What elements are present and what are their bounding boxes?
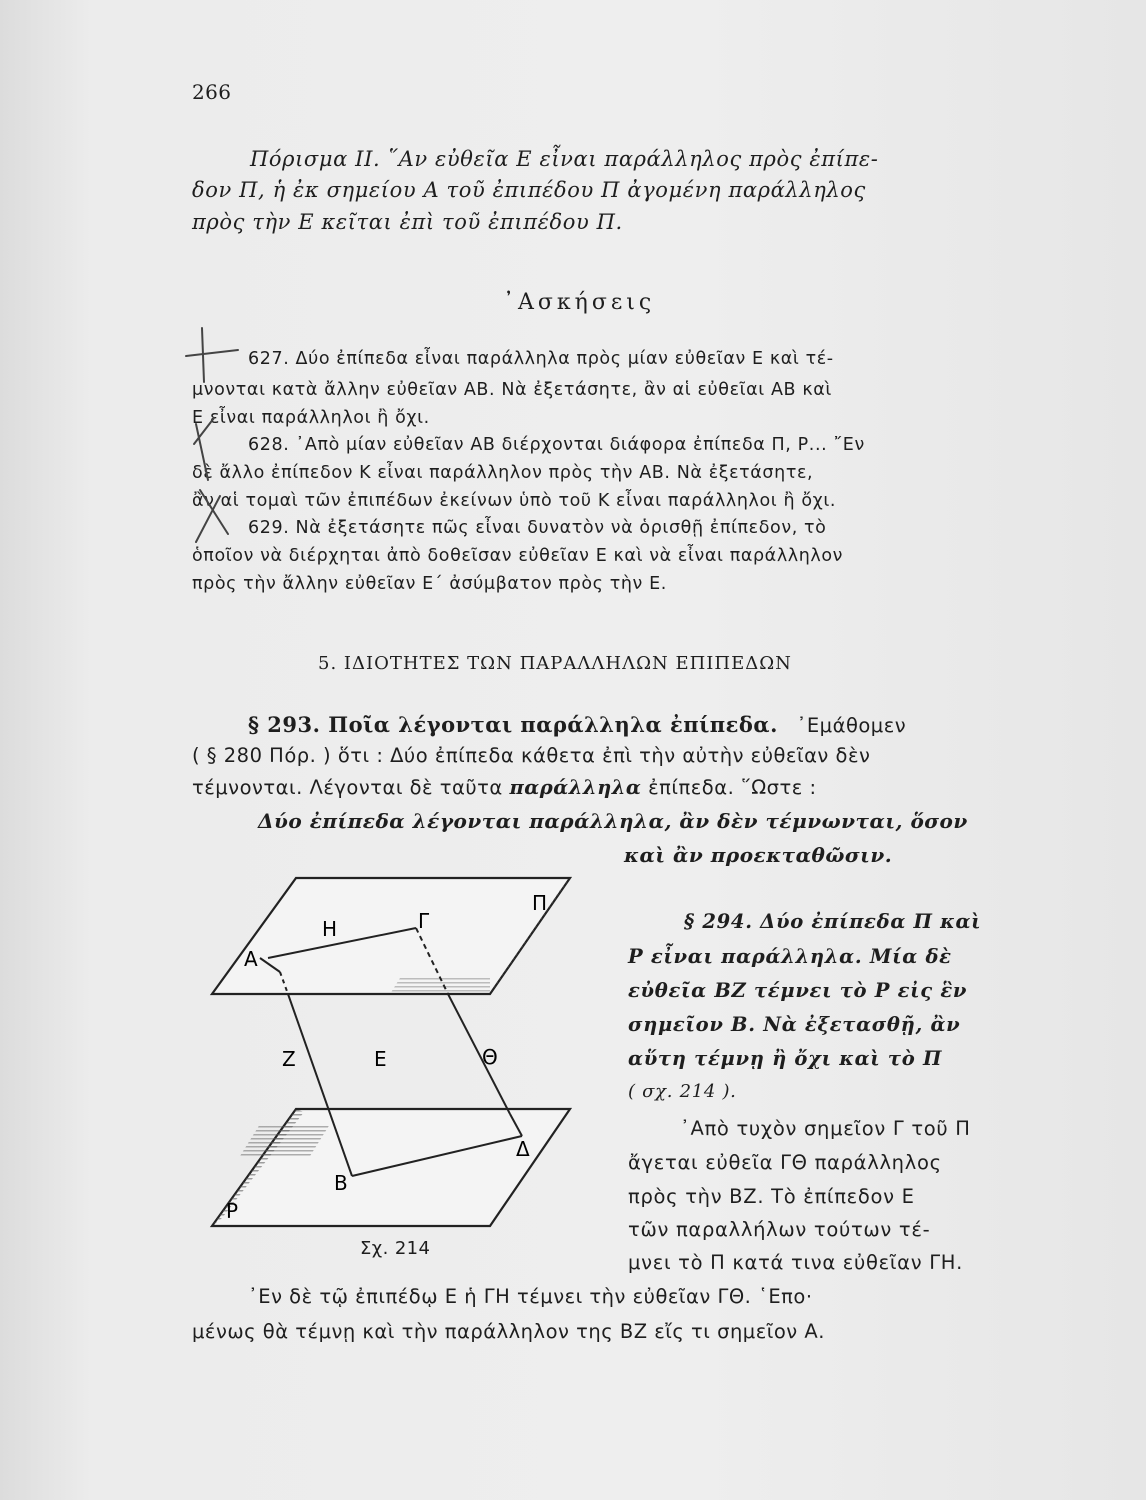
exercise-628-line-1: 628. ᾿Απὸ μίαν εὐθεῖαν ΑΒ διέρχονται διάφορα ἐπίπεδα Π, Ρ... ῎Εν xyxy=(248,435,865,455)
label-eta: Η xyxy=(322,917,338,941)
paragraph-294-line-1: § 294. Δύο ἐπίπεδα Π καὶ xyxy=(684,910,982,933)
figure-caption: Σχ. 214 xyxy=(360,1238,431,1259)
paragraph-294-line-6: ( σχ. 214 ). xyxy=(628,1081,737,1102)
plane-pi xyxy=(212,878,570,994)
handwritten-marks xyxy=(180,320,260,560)
paragraph-293-heading: § 293. Ποῖα λέγονται παράλληλα ἐπίπεδα. xyxy=(248,712,778,737)
figure-214 xyxy=(200,866,590,1276)
final-line-1: ᾿Εν δὲ τῷ ἐπιπέδῳ Ε ἡ ΓΗ τέμνει τὴν εὐθεῖαν ΓΘ. ῾Επο· xyxy=(248,1285,813,1308)
exercise-629-line-3: πρὸς τὴν ἄλλην εὐθεῖαν Ε΄ ἀσύμβατον πρὸς τὴν Ε. xyxy=(192,574,667,594)
label-zeta: Ζ xyxy=(282,1047,296,1071)
label-beta: Β xyxy=(334,1171,348,1195)
proof-line-5: μνει τὸ Π κατά τινα εὐθεῖαν ΓΗ. xyxy=(628,1251,964,1274)
definition-line-1: Δύο ἐπίπεδα λέγονται παράλληλα, ἂν δὲν τέμνωνται, ὅσον xyxy=(258,809,968,833)
paragraph-293-line-3-b: παράλληλα xyxy=(509,776,642,799)
exercise-627-line-1: 627. Δύο ἐπίπεδα εἶναι παράλληλα πρὸς μίαν εὐθεῖαν Ε καὶ τέ- xyxy=(248,349,834,369)
proof-line-3: πρὸς τὴν ΒΖ. Τὸ ἐπίπεδον Ε xyxy=(628,1185,915,1208)
proof-line-1: ᾿Απὸ τυχὸν σημεῖον Γ τοῦ Π xyxy=(680,1117,971,1140)
section-title: 5. ΙΔΙΟΤΗΤΕΣ ΤΩΝ ΠΑΡΑΛΛΗΛΩΝ ΕΠΙΠΕΔΩΝ xyxy=(318,653,792,674)
label-rho: Ρ xyxy=(226,1199,239,1223)
corollary-line-3: πρὸς τὴν Ε κεῖται ἐπὶ τοῦ ἐπιπέδου Π. xyxy=(192,210,623,234)
exercise-629-line-2: ὁποῖον νὰ διέρχηται ἀπὸ δοθεῖσαν εὐθεῖαν Ε καὶ νὰ εἶναι παράλληλον xyxy=(192,546,844,566)
corollary-line-2: δον Π, ἡ ἐκ σημείου Α τοῦ ἐπιπέδου Π ἀγομένη παράλληλος xyxy=(192,178,866,202)
proof-line-4: τῶν παραλλήλων τούτων τέ- xyxy=(628,1218,931,1241)
paragraph-294-line-4: σημεῖον Β. Νὰ ἐξετασθῇ, ἂν xyxy=(628,1013,961,1036)
paragraph-293-line-3-a: τέμνονται. Λέγονται δὲ ταῦτα xyxy=(192,776,503,799)
exercise-628-line-2: δὲ ἄλλο ἐπίπεδον Κ εἶναι παράλληλον πρὸς τὴν ΑΒ. Νὰ ἐξετάσητε, xyxy=(192,463,814,483)
exercises-heading: ᾿Ασκήσεις xyxy=(503,290,656,315)
paragraph-294-line-5: αὕτη τέμνῃ ἢ ὄχι καὶ τὸ Π xyxy=(628,1047,943,1070)
exercise-629-line-1: 629. Νὰ ἐξετάσητε πῶς εἶναι δυνατὸν νὰ ὁρισθῇ ἐπίπεδον, τὸ xyxy=(248,518,827,538)
exercise-627-line-3: Ε εἶναι παράλληλοι ἢ ὄχι. xyxy=(192,408,430,428)
paragraph-294-line-3: εὐθεῖα ΒΖ τέμνει τὸ Ρ εἰς ἓν xyxy=(628,979,968,1002)
paragraph-293-line-2: ( § 280 Πόρ. ) ὅτι : Δύο ἐπίπεδα κάθετα ἐπὶ τὴν αὐτὴν εὐθεῖαν δὲν xyxy=(192,744,871,767)
label-delta: Δ xyxy=(516,1137,530,1161)
paragraph-293-tail: ᾿Εμάθομεν xyxy=(796,714,907,737)
exercise-628-line-3: ἂν αἱ τομαὶ τῶν ἐπιπέδων ἐκείνων ὑπὸ τοῦ Κ εἶναι παράλληλοι ἢ ὄχι. xyxy=(192,491,837,511)
definition-line-2: καὶ ἂν προεκταθῶσιν. xyxy=(624,843,893,867)
label-gamma: Γ xyxy=(418,909,430,933)
proof-line-2: ἄγεται εὐθεῖα ΓΘ παράλληλος xyxy=(628,1151,942,1174)
final-line-2: μένως θὰ τέμνῃ καὶ τὴν παράλληλον της ΒΖ εἴς τι σημεῖον Α. xyxy=(192,1320,825,1343)
label-pi-upper: Π xyxy=(532,891,548,915)
corollary-line-1: Πόρισμα II. ῞Αν εὐθεῖα Ε εἶναι παράλληλος πρὸς ἐπίπε- xyxy=(250,147,879,171)
label-theta: Θ xyxy=(482,1045,498,1069)
label-epsilon: Ε xyxy=(374,1047,387,1071)
paragraph-294-line-2: Ρ εἶναι παράλληλα. Μία δὲ xyxy=(628,945,952,968)
label-alpha: Α xyxy=(244,947,258,971)
exercise-627-line-2: μνονται κατὰ ἄλλην εὐθεῖαν ΑΒ. Νὰ ἐξετάσητε, ἂν αἱ εὐθεῖαι ΑΒ καὶ xyxy=(192,380,832,400)
paragraph-293-line-1 xyxy=(248,712,906,737)
paragraph-293-line-3-c: ἐπίπεδα. ῞Ωστε : xyxy=(648,776,817,799)
paragraph-293-line-3 xyxy=(192,776,817,799)
page-number: 266 xyxy=(192,80,232,104)
